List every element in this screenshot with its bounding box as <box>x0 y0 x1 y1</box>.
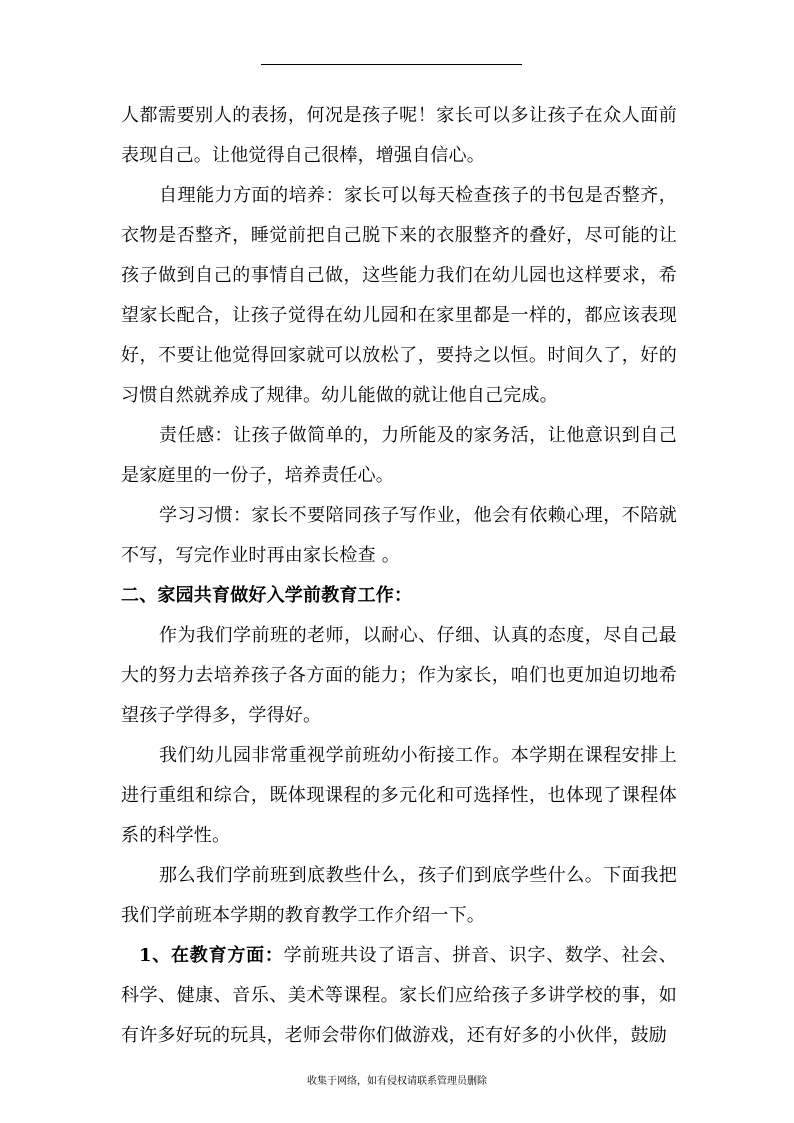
item-text: 学前班共设了语言、拼音、识字、数学、社会、科学、健康、音乐、美术等课程。家长们应给孩子多讲学校的事，如有许多好玩的玩具，老师会带你们做游戏，还有好多的小伙伴，鼓励 <box>121 945 678 1046</box>
paragraph-introduction: 那么我们学前班到底教些什么，孩子们到底学些什么。下面我把我们学前班本学期的教育教学工作介绍一下。 <box>121 865 677 926</box>
paragraph-self-care: 自理能力方面的培养：家长可以每天检查孩子的书包是否整齐，衣物是否整齐，睡觉前把自己脱下来的衣服整齐的叠好，尽可能的让孩子做到自己的事情自己做，这些能力我们在幼儿园也这样要求，希望家长配合，让孩子觉得在幼儿园和在家里都是一样的，都应该表现好，不要让他觉得回家就可以放松了，要持之以恒。时间久了，好的习惯自然就养成了规律。幼儿能做的就让他自己完成。 <box>121 185 677 406</box>
paragraph-kindergarten: 我们幼儿园非常重视学前班幼小衔接工作。本学期在课程安排上进行重组和综合，既体现课程的多元化和可选择性，也体现了课程体系的科学性。 <box>121 745 677 846</box>
paragraph-study-habits: 学习习惯：家长不要陪同孩子写作业，他会有依赖心理，不陪就不写，写完作业时再由家长检查 。 <box>121 505 677 566</box>
paragraph-praise: 人都需要别人的表扬，何况是孩子呢！家长可以多让孩子在众人面前表现自己。让他觉得自己很棒，增强自信心。 <box>121 105 677 166</box>
section-heading: 二、家园共育做好入学前教育工作： <box>121 585 413 606</box>
paragraph-teachers: 作为我们学前班的老师，以耐心、仔细、认真的态度，尽自己最大的努力去培养孩子各方面的能力；作为家长，咱们也更加迫切地希望孩子学得多，学得好。 <box>121 625 677 726</box>
paragraph-responsibility: 责任感：让孩子做简单的，力所能及的家务活，让他意识到自己是家庭里的一份子，培养责任心。 <box>121 425 677 486</box>
header-rule <box>261 64 522 65</box>
page-footer: 收集于网络，如有侵权请联系管理员删除 <box>307 1076 487 1087</box>
document-body <box>121 96 677 1056</box>
paragraph-education <box>121 936 677 1056</box>
item-lead: 1、在教育方面： <box>139 945 284 966</box>
